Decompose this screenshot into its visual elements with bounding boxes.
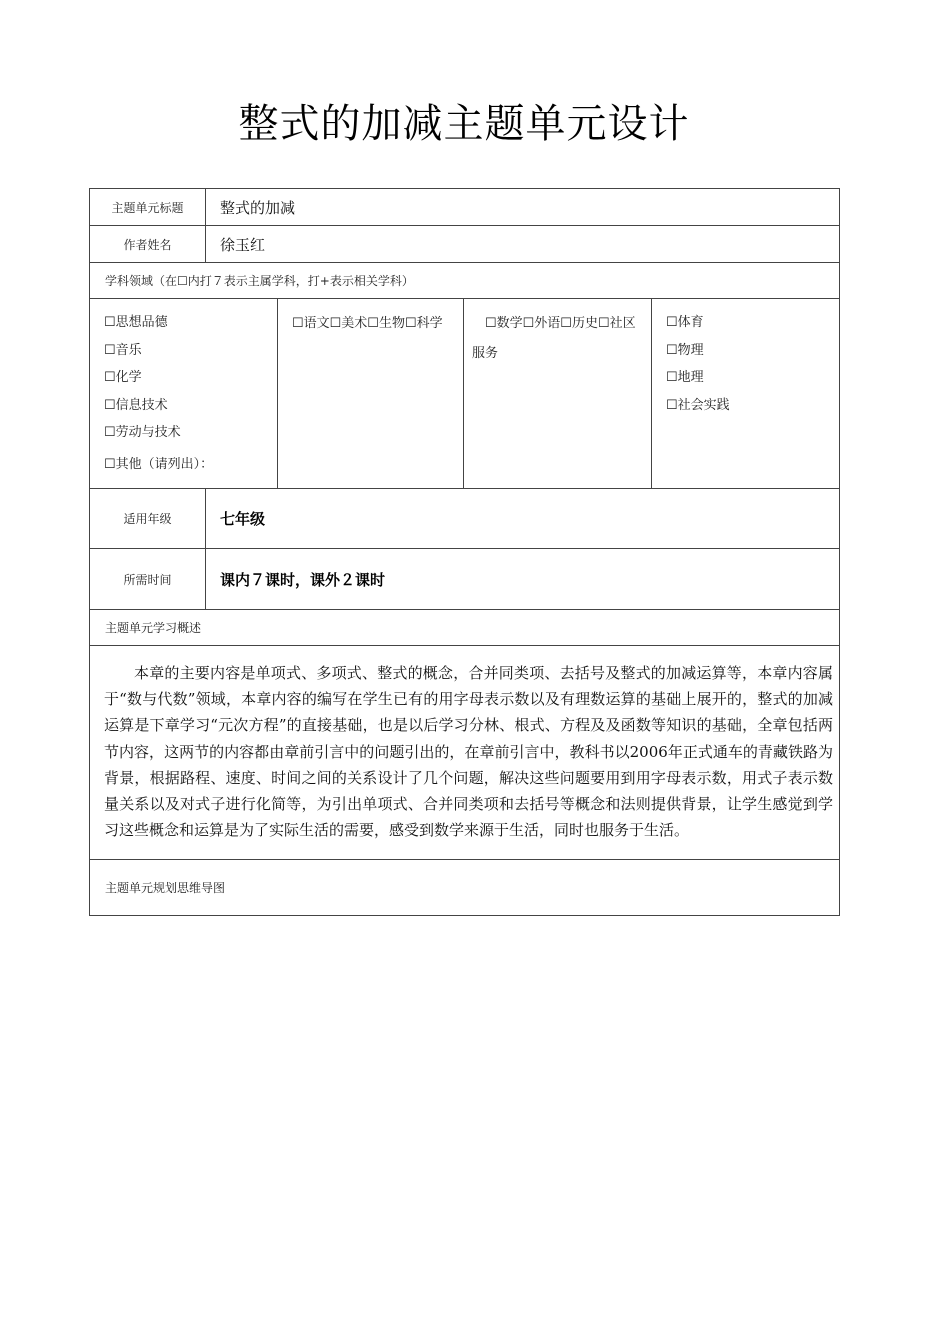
time-row xyxy=(90,549,840,610)
subject-checkbox-row xyxy=(90,299,840,489)
author-label: 作者姓名 xyxy=(90,226,206,263)
subject-option[interactable]: ☐劳动与技术 xyxy=(104,425,181,440)
overview-text: 本章的主要内容是单项式、多项式、整式的概念，合并同类项、去括号及整式的加减运算等，本章内容属于“数与代数”领域，本章内容的编写在学生已有的用字母表示数以及有理数运算的基础上展开的，整式的加减运算是下章学习“元次方程”的直接基础，也是以后学习分林、根式、方程及及函数等知识的基础，全章包括两节内容，这两节的内容都由章前引言中的问题引出的，在章前引言中，教科书以2006年正式通车的青藏铁路为背景，根据路程、速度、时间之间的关系设计了几个问题，解决这些问题要用到用字母表示数，用式子表示数量关系以及对式子进行化简等，为引出单项式、合并同类项和去括号等概念和法则提供背景，让学生感觉到学习这些概念和运算是为了实际生活的需要，感受到数学来源于生活，同时也服务于生活。 xyxy=(90,646,840,860)
grade-value: 七年级 xyxy=(206,489,840,549)
grade-row xyxy=(90,489,840,549)
subject-options-inline[interactable]: ☐语文☐美术☐生物☐科学 xyxy=(292,316,443,331)
subject-column-1 xyxy=(90,299,278,489)
subject-option-other[interactable]: ☐其他（请列出）： xyxy=(104,456,214,472)
time-label: 所需时间 xyxy=(90,549,206,610)
subject-option[interactable]: ☐思想品德 xyxy=(104,315,168,330)
subject-option[interactable]: ☐物理 xyxy=(666,342,704,358)
document-title: 整式的加减主题单元设计 xyxy=(238,101,690,147)
overview-content-row xyxy=(90,646,840,860)
unit-title-value: 整式的加减 xyxy=(206,189,840,226)
subject-field-row xyxy=(90,263,840,299)
subject-option[interactable]: ☐体育 xyxy=(666,315,704,330)
mindmap-row xyxy=(90,860,840,916)
unit-design-form xyxy=(89,188,840,916)
time-value: 课内７课时，课外２课时 xyxy=(206,549,840,610)
subject-option[interactable]: ☐音乐 xyxy=(104,342,142,358)
unit-title-row xyxy=(90,189,840,226)
subject-column-3 xyxy=(464,299,652,489)
subject-option[interactable]: ☐化学 xyxy=(104,370,142,385)
subject-options-inline[interactable]: ☐数学☐外语☐历史☐社区服务 xyxy=(472,316,636,361)
author-value: 徐玉红 xyxy=(206,226,840,263)
overview-label: 主题单元学习概述 xyxy=(90,610,840,646)
author-row xyxy=(90,226,840,263)
subject-option[interactable]: ☐信息技术 xyxy=(104,397,168,413)
overview-header-row xyxy=(90,610,840,646)
subject-option[interactable]: ☐社会实践 xyxy=(666,397,730,413)
unit-title-label: 主题单元标题 xyxy=(90,189,206,226)
grade-label: 适用年级 xyxy=(90,489,206,549)
subject-field-label: 学科领域（在☐内打７表示主属学科，打+表示相关学科） xyxy=(90,263,840,299)
subject-column-2 xyxy=(278,299,464,489)
mindmap-label: 主题单元规划思维导图 xyxy=(90,860,840,916)
subject-option[interactable]: ☐地理 xyxy=(666,370,704,385)
subject-column-4 xyxy=(652,299,840,489)
